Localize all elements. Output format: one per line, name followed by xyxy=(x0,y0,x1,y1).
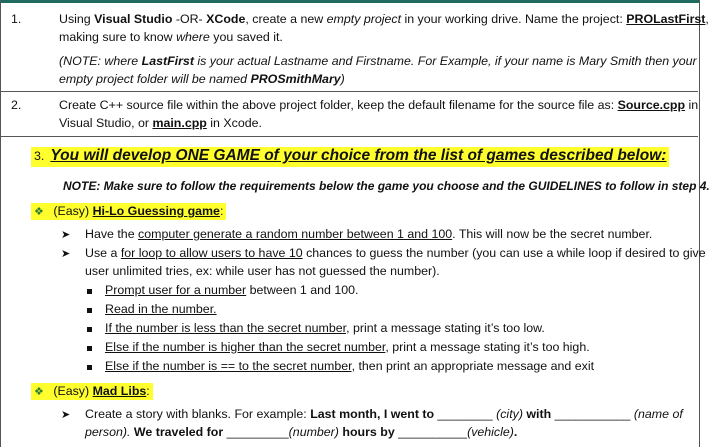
game-1-sub-4: Else if the number is higher than the secret number, print a message stating it’s too high. xyxy=(105,340,590,354)
square-bullet-icon xyxy=(87,289,92,294)
diamond-bullet-icon: ❖ xyxy=(34,206,44,218)
game-1-sub-5: Else if the number is == to the secret number, then print an appropriate message and exit xyxy=(105,359,595,373)
game-1-sub-3: If the number is less than the secret number, print a message stating it’s too low. xyxy=(105,321,545,335)
square-bullet-icon xyxy=(87,308,92,313)
step-1-note-line-1: (NOTE: where LastFirst is your actual Lastname and Firstname. For Example, if your name is Mary Smith then your xyxy=(59,54,697,68)
step-2-row xyxy=(1,92,698,137)
diamond-bullet-icon: ❖ xyxy=(34,386,44,398)
step-2-line-1: Create C++ source file within the above project folder, keep the default filename for the source file as: Source.cpp in xyxy=(59,98,699,112)
game-1-bullet-1: Have the computer generate a random number between 1 and 100. This will now be the secret number. xyxy=(85,227,653,241)
step-3-title: You will develop ONE GAME of your choice from the list of games described below: xyxy=(50,147,667,164)
step-1-note-line-2: empty project folder will be named PROSmithMary) xyxy=(59,72,345,86)
game-2-label: ❖ (Easy) Mad Libs: xyxy=(31,383,153,400)
square-bullet-icon xyxy=(87,365,92,370)
game-1-label: ❖ (Easy) Hi-Lo Guessing game: xyxy=(31,203,226,220)
game-1-sub-1: Prompt user for a number between 1 and 100. xyxy=(105,283,359,297)
step-2-line-2: Visual Studio, or main.cpp in Xcode. xyxy=(59,116,262,130)
game-2-bullet-1-line-1: Create a story with blanks. For example: Last month, I went to ________ (city) with ___________ (name of xyxy=(85,407,683,421)
step-1-line-2: making sure to know where you saved it. xyxy=(59,30,283,44)
square-bullet-icon xyxy=(87,346,92,351)
step-1-line-1: Using Visual Studio -OR- XCode, create a new empty project in your working drive. Name the project: PROLastFirst, xyxy=(59,12,709,26)
arrow-bullet-icon: ➤ xyxy=(61,229,71,241)
game-1-sub-2: Read in the number. xyxy=(105,302,217,316)
arrow-bullet-icon: ➤ xyxy=(61,409,71,421)
step-number: 3. xyxy=(34,149,45,163)
arrow-bullet-icon: ➤ xyxy=(61,248,71,260)
game-1-bullet-2-line-1: Use a for loop to allow users to have 10 chances to guess the number (you can use a while loop if desired to give xyxy=(85,246,706,260)
step-3-row xyxy=(1,137,710,447)
step-3-note: NOTE: Make sure to follow the requirements below the game you choose and the GUIDELINES to follow in step 4. xyxy=(63,179,710,193)
step-3-heading xyxy=(31,147,669,167)
square-bullet-icon xyxy=(87,327,92,332)
game-2-bullet-1-line-2: person). We traveled for _________(number) hours by __________(vehicle). xyxy=(85,425,518,439)
step-1-row xyxy=(1,3,709,92)
game-1-bullet-2-line-2: user unlimited tries, ex: while user has not guessed the number). xyxy=(85,264,440,278)
step-number: 1. xyxy=(11,12,22,26)
step-number: 2. xyxy=(11,98,22,112)
